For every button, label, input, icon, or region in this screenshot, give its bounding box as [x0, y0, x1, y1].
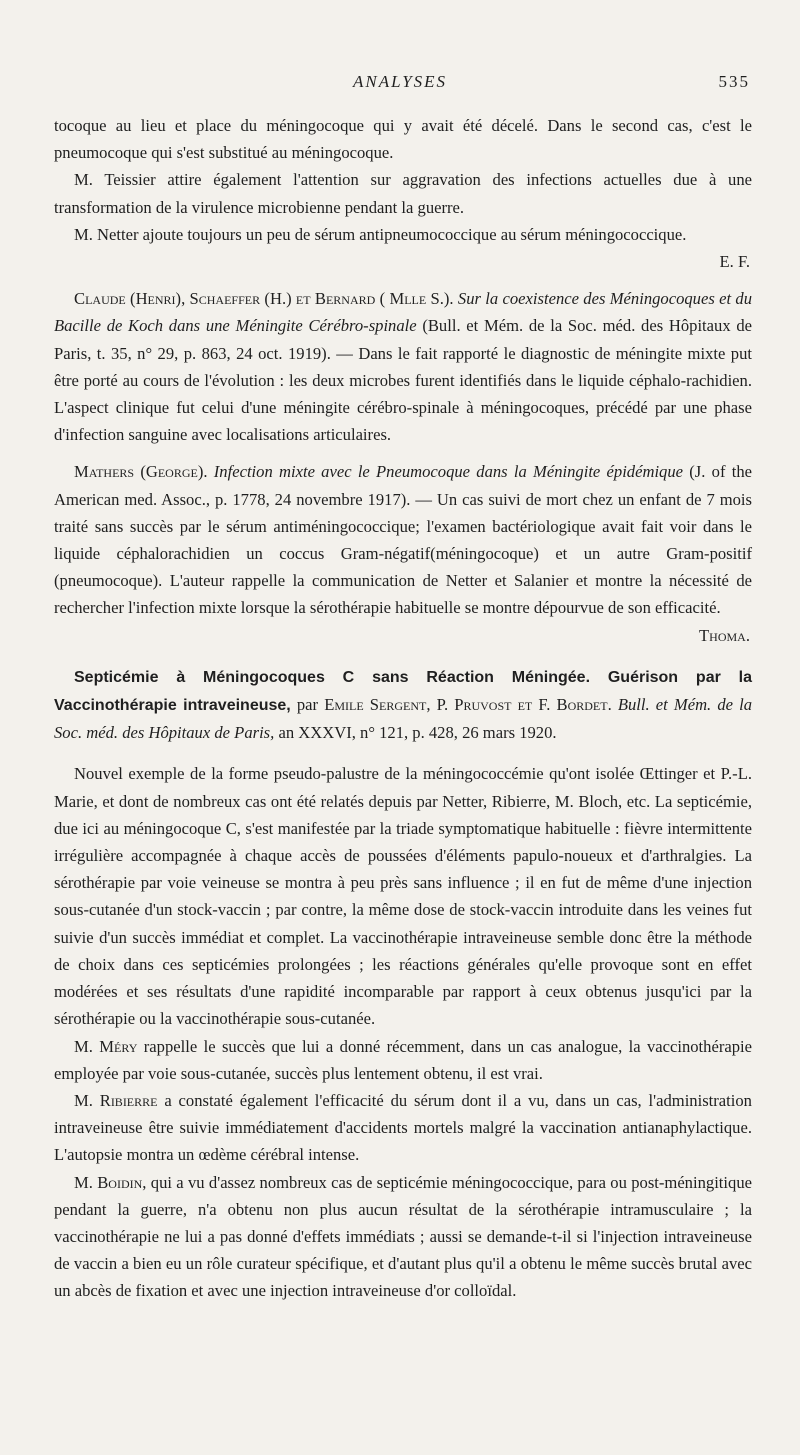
mery-paragraph: [54, 1033, 752, 1087]
claude-authors: Claude (Henri), Schaeffer (H.) et Bernard ( Mlle S.).: [74, 289, 454, 309]
running-head: [0, 72, 800, 96]
ribierre-paragraph: [54, 1087, 752, 1169]
claude-body: (Bull. et Mém. de la Soc. méd. des Hôpitaux de Paris, t. 35, n° 29, p. 863, 24 oct. 1919). — Dans le fait rapporté le diagnostic de méningite mixte put être porté au cours de l'évolution : les deux microbes furent identifiés dans le liquide céphalo-rachidien. L'aspect clinique fut celui d'une méningite cérébro-spinale à méningocoques, précédé par une phase d'infection sanguine avec localisations articulaires.: [54, 316, 752, 445]
boidin-name: M. Boidin,: [74, 1172, 147, 1192]
septicemie-source: Bull. et Mém. de la Soc. méd. des Hôpitaux de Paris,: [54, 695, 753, 743]
septicemie-authors: Emile Sergent, P. Pruvost et F. Bordet.: [324, 695, 612, 715]
ribierre-text: a constaté également l'efficacité du sérum dont il a vu, dans un cas, l'administration intraveineuse être suivie immédiatement d'accidents mortels malgré la vaccination antianaphylactique. L'autopsie montra un œdème cérébral intense.: [54, 1090, 752, 1165]
signature-thoma: Thoma.: [699, 625, 750, 645]
septicemie-heading: [54, 663, 752, 747]
nouvel-paragraph: Nouvel exemple de la forme pseudo-palustre de la méningococcémie qu'ont isolée Œttinger et P.-L. Marie, et dont de nombreux cas ont été relatés depuis par Netter, Ribierre, M. Bloch, etc. La septicémie, due ici au méningocoque C, s'est manifestée par la triade symptomatique habituelle : fièvre intermittente irrégulière accompagnée à chaque accès de poussées d'éléments papulo-noueux et d'arthralgies. La sérothérapie par voie veineuse se montra à peu près sans influence ; il en fut de même d'une injection sous-cutanée d'un stock-vaccin ; par contre, la même dose de stock-vaccin introduite dans les veines fut suivie d'un succès immédiat et complet. La vaccinothérapie intraveineuse semble donc être la méthode de choix dans ces septicémies prolongées ; les réactions générales qu'elle provoque sont en effet modérées et ses résultats d'une rapidité incomparable par rapport à ceux obtenus jusqu'ici par la sérothérapie ou la vaccinothérapie sous-cutanée.: [54, 764, 752, 1029]
mathers-title: Infection mixte avec le Pneumocoque dans la Méningite épidémique: [213, 462, 684, 482]
septicemie-par: par: [296, 695, 319, 715]
mery-name: M. Méry: [74, 1036, 138, 1056]
claude-abstract: [54, 285, 752, 448]
ribierre-name: M. Ribierre: [74, 1090, 158, 1110]
mathers-abstract: [54, 458, 752, 621]
mathers-author: Mathers (George).: [74, 462, 208, 482]
running-title: ANALYSES: [352, 72, 448, 91]
page-number: 535: [718, 72, 750, 91]
signature-ef: E. F.: [719, 252, 750, 272]
septicemie-source-rest: an XXXVI, n° 121, p. 428, 26 mars 1920.: [278, 723, 557, 743]
teissier-paragraph: M. Teissier attire également l'attention sur aggravation des infections actuelles due à une transformation de la virulence microbienne pendant la guerre.: [54, 170, 752, 217]
continued-paragraph: tocoque au lieu et place du méningocoque qui y avait été décelé. Dans le second cas, c'est le pneumocoque qui s'est substitué au méningocoque.: [54, 116, 752, 163]
boidin-text: qui a vu d'assez nombreux cas de septicémie méningococcique, para ou post-méningitique pendant la guerre, n'a obtenu non plus aucun résultat de la sérothérapie intramusculaire ; la vaccinothérapie ne lui a pas donné d'effets immédiats ; aussi se demande-t-il si l'injection intraveineuse de vaccin a bien eu un rôle curateur spécifique, et d'autant plus qu'il a obtenu le même succès brutal avec un abcès de fixation et avec une injection intraveineuse d'or colloïdal.: [54, 1172, 752, 1301]
netter-paragraph: M. Netter ajoute toujours un peu de sérum antipneumococcique au sérum méningococcique.: [74, 224, 687, 244]
septicemie-title: Septicémie à Méningocoques C sans Réaction Méningée. Guérison par la Vaccinothérapie intraveineuse,: [54, 668, 752, 715]
mery-text: rappelle le succès que lui a donné récemment, dans un cas analogue, la vaccinothérapie employée par voie sous-cutanée, succès plus lentement obtenu, il est vrai.: [54, 1036, 752, 1083]
body-text: [54, 112, 752, 1305]
boidin-paragraph: [54, 1169, 752, 1305]
claude-title: Sur la coexistence des Méningocoques et du Bacille de Koch dans une Méningite Cérébro-spinale: [54, 289, 752, 336]
mathers-body: (J. of the American med. Assoc., p. 1778, 24 novembre 1917). — Un cas suivi de mort chez un enfant de 7 mois traité sans succès par le sérum antiméningococcique; l'examen bactériologique avait fait voir dans le liquide céphalorachidien un coccus Gram-négatif(méningocoque) et un autre Gram-positif (pneumocoque). L'auteur rappelle la communication de Netter et Salanier et montre la nécessité de rechercher l'infection mixte lorsque la sérothérapie habituelle se montre dépourvue de son efficacité.: [54, 462, 752, 618]
